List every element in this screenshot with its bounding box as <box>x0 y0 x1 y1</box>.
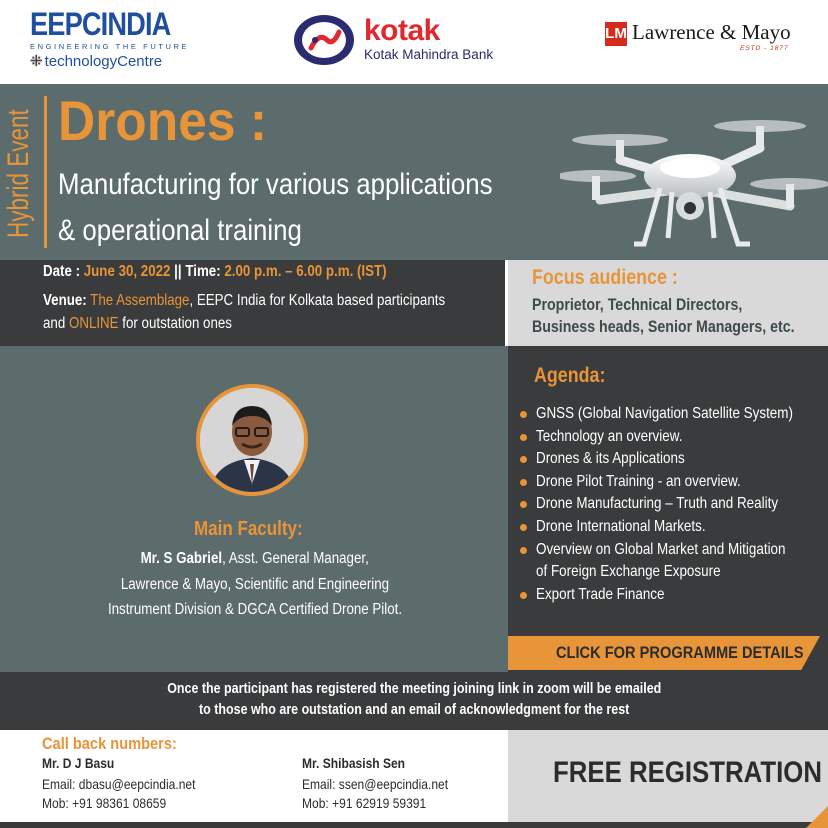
notice-line-2: to those who are outstation and an email of acknowledgment for the rest <box>198 702 630 718</box>
faculty-org: Lawrence & Mayo, Scientific and Engineering <box>120 576 390 593</box>
faculty-photo <box>196 384 308 496</box>
technology-centre-text: technologyCentre <box>44 53 163 70</box>
lawrence-mayo-name: Lawrence & Mayo <box>632 20 791 44</box>
faculty-title: , Asst. General Manager, <box>222 550 370 567</box>
notice-line-1: Once the participant has registered the meeting joining link in zoom will be emailed <box>166 681 662 697</box>
faculty-name: Mr. S Gabriel <box>140 550 223 567</box>
kotak-brand-name: kotak <box>364 14 440 47</box>
contact-name: Mr. D J Basu <box>42 755 115 771</box>
time-value: 2.00 p.m. – 6.00 p.m. (IST) <box>224 263 387 280</box>
programme-details-label[interactable]: CLICK FOR PROGRAMME DETAILS <box>556 643 804 662</box>
agenda-item: Export Trade Finance <box>520 584 828 607</box>
technology-centre-logo <box>30 52 162 70</box>
focus-body <box>532 294 795 338</box>
faculty-heading: Main Faculty: <box>194 518 303 540</box>
event-title: Drones : <box>58 89 267 152</box>
time-label: || Time: <box>174 263 221 280</box>
venue-line-2 <box>43 315 232 333</box>
eepc-tagline: ENGINEERING THE FUTURE <box>30 42 190 51</box>
faculty-division: Instrument Division & DGCA Certified Drone Pilot. <box>107 601 403 618</box>
faculty-line-3 <box>60 601 450 619</box>
agenda-item: Drones & its Applications <box>520 448 828 471</box>
date-time-line <box>43 263 387 281</box>
lawrence-mayo-estd: ESTD - 1877 <box>740 45 789 52</box>
venue-outstation: for outstation ones <box>118 315 232 332</box>
venue-label: Venue: <box>43 292 87 309</box>
agenda-item: GNSS (Global Navigation Satellite System) <box>520 403 828 426</box>
contact-name: Mr. Shibasish Sen <box>302 755 406 771</box>
faculty-line-1 <box>60 550 450 568</box>
kotak-bank-name: Kotak Mahindra Bank <box>364 47 494 62</box>
contact-mobile: Mob: +91 98361 08659 <box>42 795 167 811</box>
event-subtitle-line1: Manufacturing for various applications <box>58 168 493 201</box>
kotak-logo-icon <box>293 14 355 66</box>
contact-email[interactable]: Email: dbasu@eepcindia.net <box>42 776 196 792</box>
bottom-strip <box>0 822 828 828</box>
focus-line-2: Business heads, Senior Managers, etc. <box>532 318 795 336</box>
agenda-list <box>520 403 828 606</box>
focus-line-1: Proprietor, Technical Directors, <box>532 296 743 314</box>
contact-mobile: Mob: +91 62919 59391 <box>302 795 427 811</box>
venue-line <box>43 292 445 310</box>
eepc-logo-title: EEPCINDIA <box>30 6 171 42</box>
free-registration-label[interactable]: FREE REGISTRATION <box>553 756 823 789</box>
agenda-item-continued: of Foreign Exchange Exposure <box>536 563 721 581</box>
faculty-portrait-icon <box>200 388 304 492</box>
contact-email[interactable]: Email: ssen@eepcindia.net <box>302 776 449 792</box>
agenda-item: Overview on Global Market and Mitigation <box>520 539 828 562</box>
focus-title: Focus audience : <box>532 266 678 289</box>
venue-place: The Assemblage <box>90 292 190 309</box>
agenda-item: Drone Manufacturing – Truth and Reality <box>520 493 828 516</box>
venue-rest: , EEPC India for Kolkata based participants <box>189 292 446 309</box>
hybrid-event-label: Hybrid Event <box>2 109 35 238</box>
agenda-item: Technology an overview. <box>520 426 828 449</box>
agenda-item: Drone Pilot Training - an overview. <box>520 471 828 494</box>
faculty-line-2 <box>60 576 450 594</box>
venue-online: ONLINE <box>68 315 119 332</box>
date-value: June 30, 2022 <box>83 263 171 280</box>
event-subtitle-line2: & operational training <box>58 214 302 247</box>
title-divider <box>44 96 47 248</box>
call-back-title: Call back numbers: <box>42 734 177 753</box>
agenda-title: Agenda: <box>534 364 606 387</box>
drone-image <box>560 88 828 260</box>
tc-dots-icon: ⁜ <box>30 53 43 70</box>
venue-and: and <box>43 315 69 332</box>
agenda-item: Drone International Markets. <box>520 516 828 539</box>
lawrence-mayo-mark-icon: LM <box>605 22 627 46</box>
date-label: Date : <box>43 263 81 280</box>
